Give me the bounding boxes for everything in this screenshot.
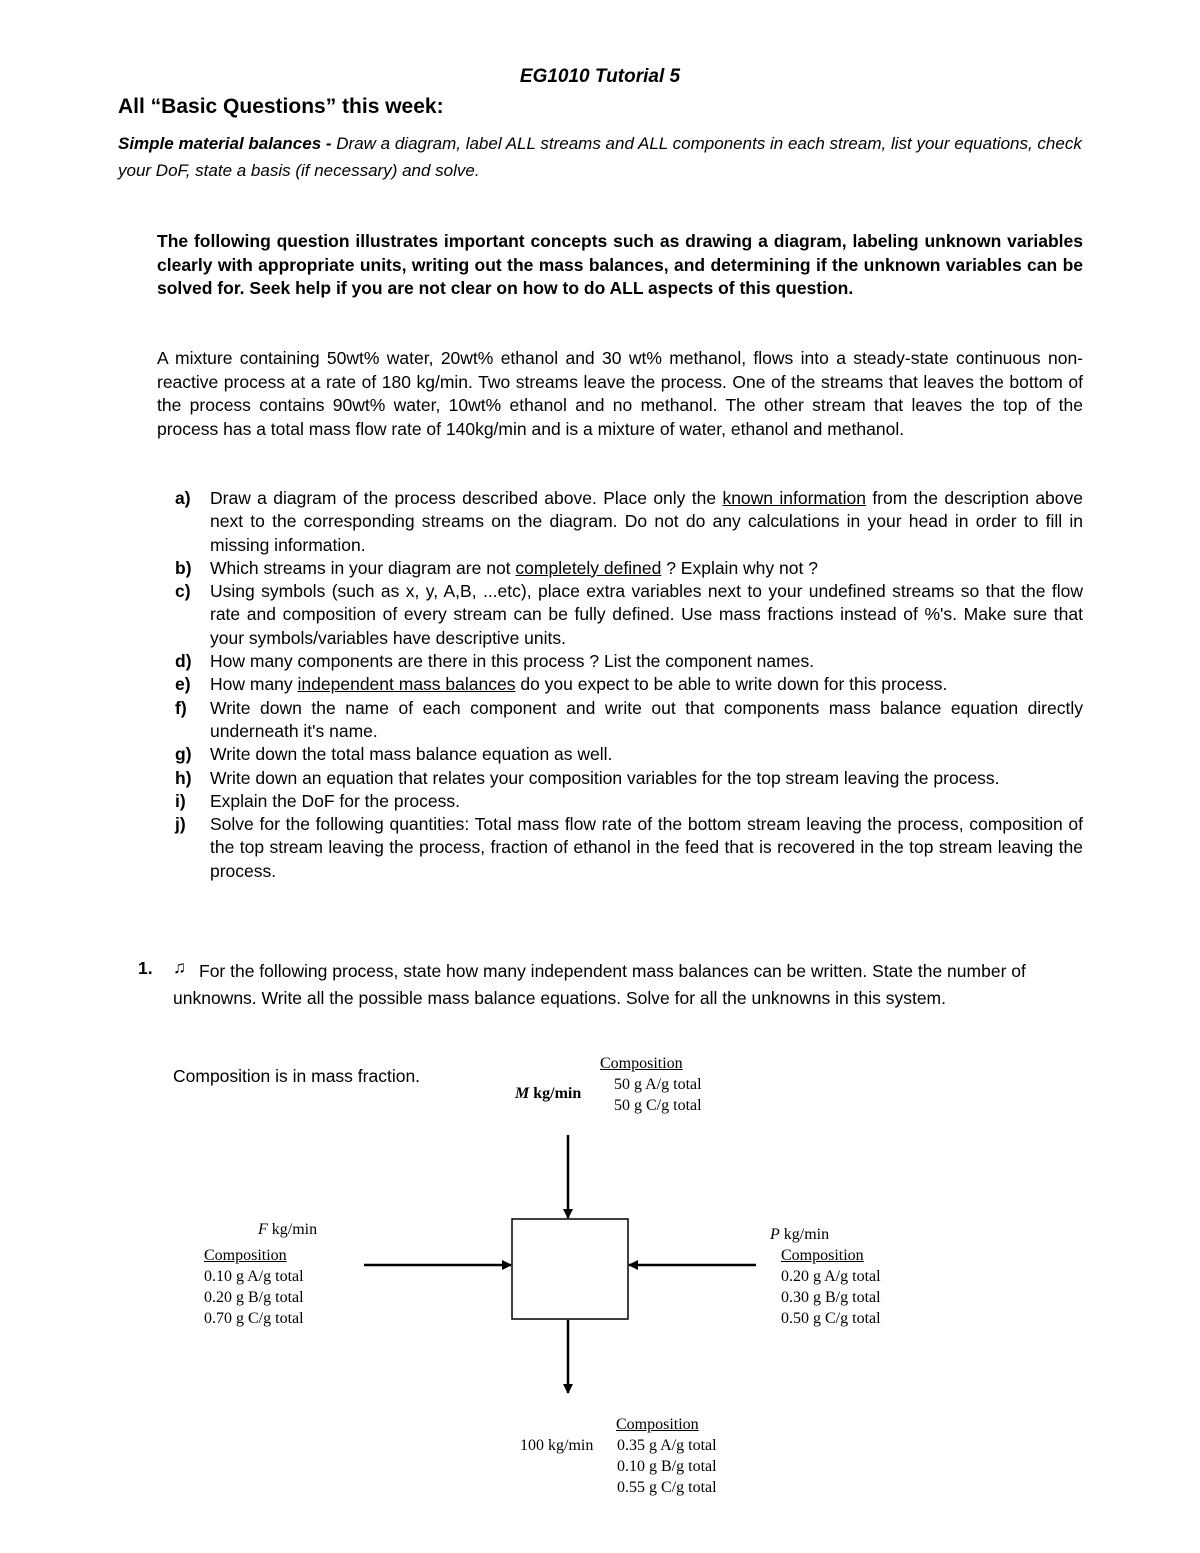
question-label: h)	[175, 767, 192, 788]
question-e: e) How many independent mass balances do you expect to be able to write down for this process.	[157, 673, 1083, 696]
intro-rest: Draw a diagram, label ALL streams and ALL components in each stream, list your equations, check your DoF, state a basis (if necessary) and solve.	[118, 134, 1082, 180]
top-comp-c: 50 g C/g total	[614, 1097, 702, 1114]
problem-paragraph: A mixture containing 50wt% water, 20wt% ethanol and 30 wt% methanol, flows into a steady-state continuous non-reactive process at a rate of 180 kg/min. Two streams leave the process. One of the streams that leaves the bottom of the process contains 90wt% water, 10wt% ethanol and no methanol. The other stream that leaves the top of the process has a total mass flow rate of 140kg/min and is a mixture of water, ethanol and methanol.	[157, 348, 1083, 439]
question-c: c) Using symbols (such as x, y, A,B, ...etc), place extra variables next to your undefined streams so that the flow rate and composition of every stream can be fully defined. Use mass fractions instead of %'s. Make sure that your symbols/variables have descriptive units.	[175, 581, 1083, 648]
left-comp-a: 0.10 g A/g total	[204, 1268, 304, 1285]
question-label: a)	[175, 488, 191, 508]
music-note-icon: ♫	[173, 957, 187, 977]
question1-number: 1.	[138, 958, 153, 978]
left-composition-title: Composition	[204, 1247, 287, 1264]
right-flow-label	[770, 1224, 829, 1245]
question-f: f) Write down the name of each component and write out that components mass balance equation directly underneath it's name.	[175, 697, 1083, 741]
question-h: h) Write down an equation that relates your composition variables for the top stream leaving the process.	[157, 767, 1083, 790]
top-comp-a: 50 g A/g total	[614, 1076, 702, 1093]
left-flow-unit: kg/min	[267, 1221, 318, 1238]
underlined-term: independent mass balances	[297, 674, 516, 695]
question-label: e)	[175, 674, 191, 695]
left-composition-block	[204, 1245, 304, 1329]
top-flow-label	[515, 1083, 581, 1104]
process-unit-box	[512, 1219, 628, 1319]
question-label: d)	[175, 651, 192, 672]
question-label: c)	[175, 581, 191, 602]
left-flow-var: F	[258, 1221, 268, 1238]
top-flow-unit: kg/min	[529, 1085, 582, 1102]
right-composition-title: Composition	[781, 1247, 864, 1264]
bottom-composition-lines	[617, 1435, 717, 1498]
bottom-flow-label: 100 kg/min	[520, 1437, 594, 1454]
question-label: j)	[175, 814, 186, 835]
section-heading: All “Basic Questions” this week:	[118, 95, 444, 118]
question-d: d) How many components are there in this process ? List the component names.	[157, 650, 1083, 673]
top-flow-var: M	[515, 1085, 530, 1102]
right-flow-var: P	[770, 1226, 780, 1243]
question-label: b)	[175, 557, 192, 578]
question1-text: For the following process, state how many independent mass balances can be written. State the number of unknowns. Write all the possible mass balance equations. Solve for all the unknowns in this system.	[173, 961, 1026, 1008]
right-comp-c: 0.50 g C/g total	[781, 1310, 881, 1327]
underlined-term: known information	[722, 488, 866, 508]
top-composition-lines	[614, 1074, 702, 1116]
question-i: i) Explain the DoF for the process.	[157, 790, 1083, 813]
right-flow-unit: kg/min	[779, 1226, 830, 1243]
bottom-composition-title: Composition	[616, 1416, 699, 1433]
question-b: b) Which streams in your diagram are not completely defined ? Explain why not ?	[157, 557, 1083, 580]
bold-instruction-paragraph: The following question illustrates important concepts such as drawing a diagram, labeling unknown variables clearly with appropriate units, writing out the mass balances, and determining if the unknown variables can be solved for. Seek help if you are not clear on how to do ALL aspects of this question.	[157, 231, 1083, 298]
top-composition-title: Composition	[600, 1055, 683, 1072]
right-comp-b: 0.30 g B/g total	[781, 1289, 881, 1306]
bottom-comp-b: 0.10 g B/g total	[617, 1458, 717, 1475]
question-a: a) Draw a diagram of the process described above. Place only the known information from the description above next to the corresponding streams on the diagram. Do not do any calculations in your head in order to fill in missing information.	[175, 488, 1083, 555]
left-comp-b: 0.20 g B/g total	[204, 1289, 304, 1306]
question-g: g) Write down the total mass balance equation as well.	[157, 743, 1083, 766]
bottom-comp-a: 0.35 g A/g total	[617, 1437, 717, 1454]
question-label: g)	[175, 744, 192, 765]
intro-bold-lead: Simple material balances -	[118, 134, 332, 153]
left-flow-label	[258, 1219, 317, 1240]
composition-note: Composition is in mass fraction.	[173, 1066, 421, 1086]
left-comp-c: 0.70 g C/g total	[204, 1310, 304, 1327]
bottom-comp-c: 0.55 g C/g total	[617, 1479, 717, 1496]
right-comp-a: 0.20 g A/g total	[781, 1268, 881, 1285]
document-title: EG1010 Tutorial 5	[519, 66, 681, 87]
underlined-term: completely defined	[515, 557, 662, 578]
question-label: f)	[175, 697, 187, 718]
question-label: i)	[175, 790, 186, 811]
right-composition-block	[781, 1245, 881, 1329]
question-j: j) Solve for the following quantities: Total mass flow rate of the bottom stream leaving the process, composition of the top stream leaving the process, fraction of ethanol in the feed that is recovered in the top stream leaving the process.	[175, 814, 1083, 881]
